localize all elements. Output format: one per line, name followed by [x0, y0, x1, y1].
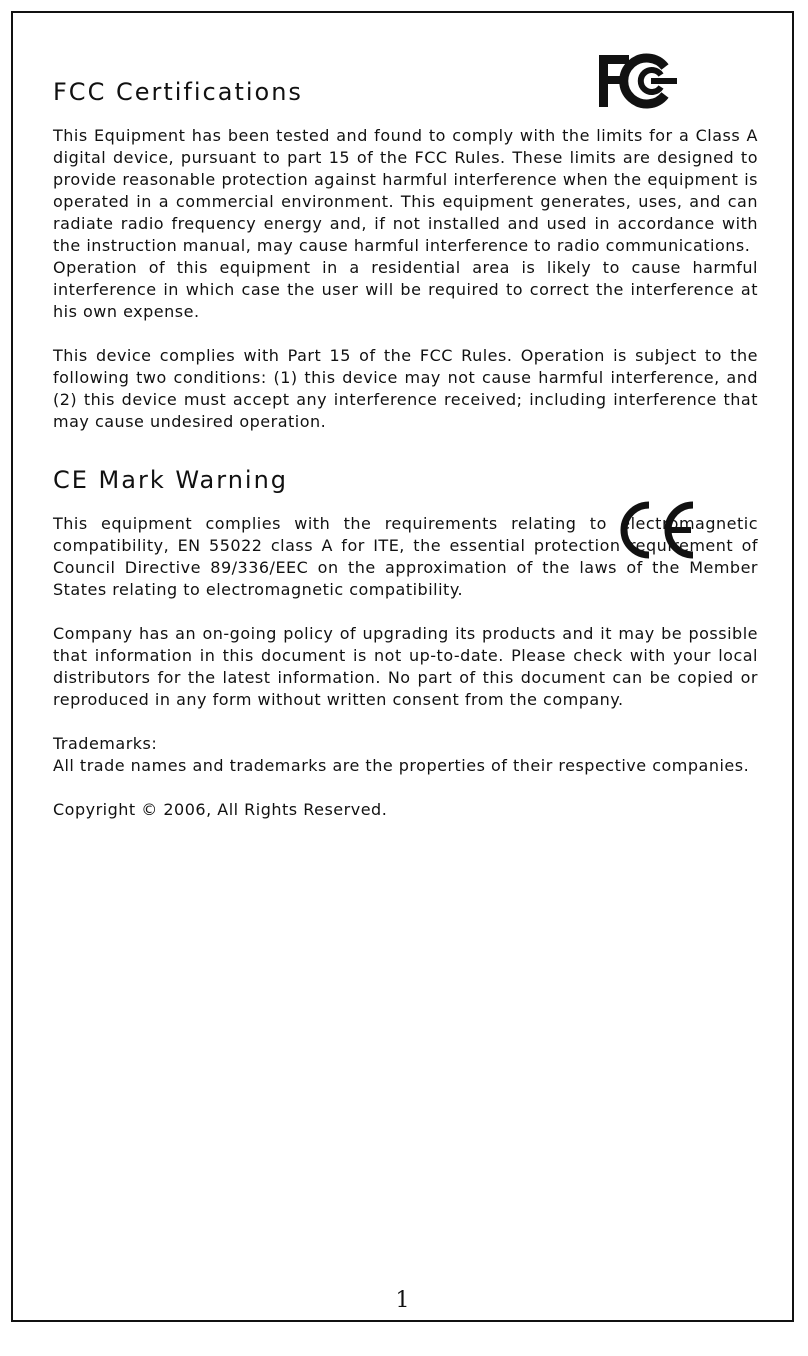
copyright-text: Copyright © 2006, All Rights Reserved.: [53, 800, 388, 819]
document-body: [53, 79, 758, 821]
trademarks-text: All trade names and trademarks are the properties of their respective companies.: [53, 756, 750, 775]
ce-heading: CE Mark Warning: [53, 466, 289, 494]
fcc-paragraph-3: This device complies with Part 15 of the FCC Rules. Operation is subject to the following two conditions: (1) this device may not cause harmful interference, and (2) this device must accept any interference received; including interference that may cause undesired operation.: [53, 346, 758, 431]
page-number: 1: [395, 1288, 410, 1313]
ce-paragraph-1: This equipment complies with the requirements relating to electromagnetic compatibility, EN 55022 class A for ITE, the essential protection requirement of Council Directive 89/336/EEC on the approximation of the laws of the Member States relating to electromagnetic compatibility.: [53, 514, 758, 599]
trademarks-label: Trademarks:: [53, 734, 158, 753]
ce-paragraph-2: Company has an on-going policy of upgrading its products and it may be possible that information in this document is not up-to-date. Please check with your local distributors for the latest information. No part of this document can be copied or reproduced in any form without written consent from the company.: [53, 624, 758, 709]
fcc-paragraph-2: Operation of this equipment in a residential area is likely to cause harmful interference in which case the user will be required to correct the interference at his own expense.: [53, 258, 758, 321]
page-frame: [11, 11, 794, 1322]
fcc-paragraph-1: This Equipment has been tested and found to comply with the limits for a Class A digital device, pursuant to part 15 of the FCC Rules. These limits are designed to provide reasonable protection against harmful interference when the equipment is operated in a commercial environment. This equipment generates, uses, and can radiate radio frequency energy and, if not installed and used in accordance with the instruction manual, may cause harmful interference to radio communications.: [53, 126, 758, 255]
fcc-heading: FCC Certifications: [53, 78, 303, 106]
